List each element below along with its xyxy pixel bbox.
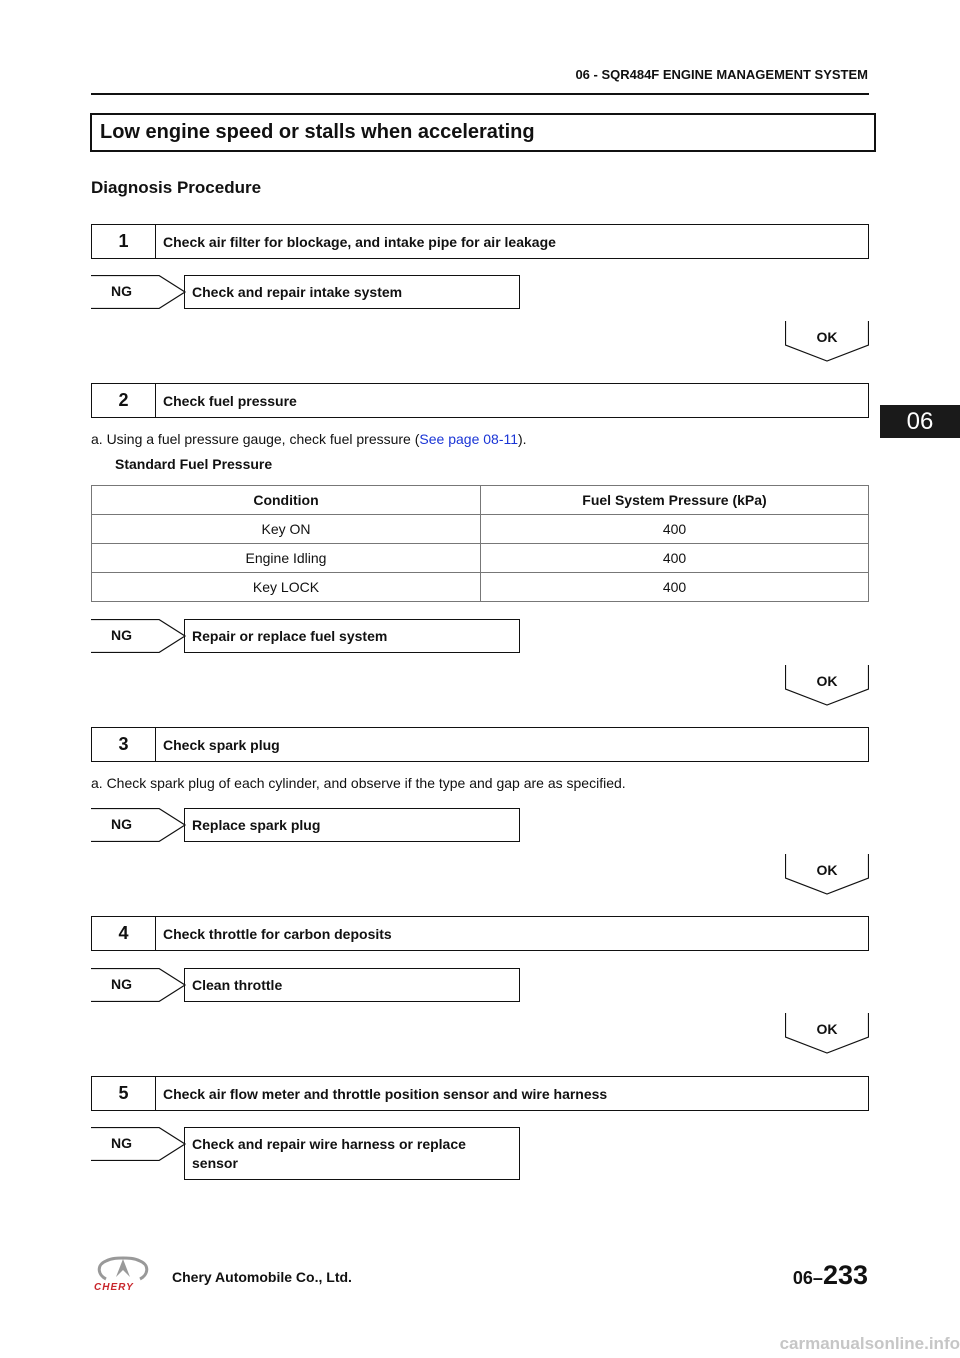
table-cell: 400 — [481, 544, 869, 573]
ng-action-text: Check and repair intake system — [192, 284, 403, 300]
ng-label: NG — [111, 1135, 132, 1151]
step-box-2 — [91, 383, 869, 418]
watermark: carmanualsonline.info — [779, 1334, 960, 1353]
table-row — [92, 573, 869, 602]
step-box-5 — [91, 1076, 869, 1111]
step-text: Check air flow meter and throttle position sensor and wire harness — [163, 1085, 608, 1102]
step-number: 3 — [92, 728, 156, 761]
step-text: Check spark plug — [163, 736, 280, 753]
step-box-4 — [91, 916, 869, 951]
ng-arrow — [91, 968, 187, 1002]
table-cell: 400 — [481, 515, 869, 544]
logo-wordmark: CHERY — [94, 1282, 134, 1293]
ng-action-box — [184, 1127, 520, 1180]
chery-logo-icon — [92, 1255, 154, 1283]
ng-arrow — [91, 1127, 187, 1161]
ng-action-text: Clean throttle — [192, 977, 283, 993]
ng-action-text: Repair or replace fuel system — [192, 628, 388, 644]
ng-label: NG — [111, 976, 132, 992]
step3-instruction: a. Check spark plug of each cylinder, and observe if the type and gap are as specified. — [91, 775, 626, 791]
fuel-pressure-table — [91, 485, 869, 602]
procedure-heading: Diagnosis Procedure — [91, 178, 262, 197]
page-number — [793, 1260, 868, 1291]
ng-label: NG — [111, 627, 132, 643]
ng-arrow-icon — [91, 808, 187, 842]
ok-label: OK — [816, 673, 838, 689]
ng-action-box — [184, 808, 520, 842]
company-name: Chery Automobile Co., Ltd. — [172, 1269, 352, 1285]
step-number: 5 — [92, 1077, 156, 1110]
ng-action-text: Check and repair wire harness or replace sensor — [192, 1136, 466, 1171]
ng-label: NG — [111, 283, 132, 299]
column-header: Fuel System Pressure (kPa) — [481, 486, 869, 515]
section-header: 06 - SQR484F ENGINE MANAGEMENT SYSTEM — [575, 67, 868, 82]
ng-action-box — [184, 619, 520, 653]
ng-action-text: Replace spark plug — [192, 817, 321, 833]
chery-logo — [92, 1255, 154, 1293]
ng-action-box — [184, 275, 520, 309]
table-cell: Key ON — [92, 515, 481, 544]
step-box-3 — [91, 727, 869, 762]
instruction-text-end: ). — [518, 431, 527, 447]
ng-arrow-icon — [91, 275, 187, 309]
step2-instruction — [91, 431, 527, 447]
table-cell: Key LOCK — [92, 573, 481, 602]
page-reference-link[interactable]: See page 08-11 — [419, 431, 519, 447]
instruction-text: a. Using a fuel pressure gauge, check fuel pressure ( — [91, 431, 420, 447]
step-number: 2 — [92, 384, 156, 417]
ng-arrow — [91, 275, 187, 309]
ok-arrow — [785, 1013, 869, 1054]
ok-arrow — [785, 665, 869, 706]
table-row — [92, 544, 869, 573]
table-cell: 400 — [481, 573, 869, 602]
table-caption: Standard Fuel Pressure — [115, 456, 273, 472]
step-text: Check fuel pressure — [163, 392, 297, 409]
page-number-value: 233 — [822, 1260, 868, 1290]
header-divider — [91, 93, 869, 95]
table-cell: Engine Idling — [92, 544, 481, 573]
ok-arrow — [785, 854, 869, 895]
table-header-row — [92, 486, 869, 515]
ok-arrow — [785, 321, 869, 362]
section-tab[interactable]: 06 — [880, 405, 960, 438]
page-title — [90, 113, 876, 152]
step-number: 1 — [92, 225, 156, 258]
page-title-text: Low engine speed or stalls when accelerating — [100, 121, 535, 143]
step-number: 4 — [92, 917, 156, 950]
ok-label: OK — [816, 329, 838, 345]
step-text: Check air filter for blockage, and intake pipe for air leakage — [163, 233, 556, 250]
step-text: Check throttle for carbon deposits — [163, 925, 392, 942]
ok-label: OK — [816, 862, 838, 878]
step-box-1 — [91, 224, 869, 259]
ng-arrow — [91, 619, 187, 653]
column-header: Condition — [92, 486, 481, 515]
ng-arrow-icon — [91, 619, 187, 653]
ng-arrow-icon — [91, 1127, 187, 1161]
ng-label: NG — [111, 816, 132, 832]
ng-arrow — [91, 808, 187, 842]
ng-action-box — [184, 968, 520, 1002]
ng-arrow-icon — [91, 968, 187, 1002]
ok-label: OK — [816, 1021, 838, 1037]
page-number-prefix: 06– — [792, 1268, 823, 1288]
table-row — [92, 515, 869, 544]
